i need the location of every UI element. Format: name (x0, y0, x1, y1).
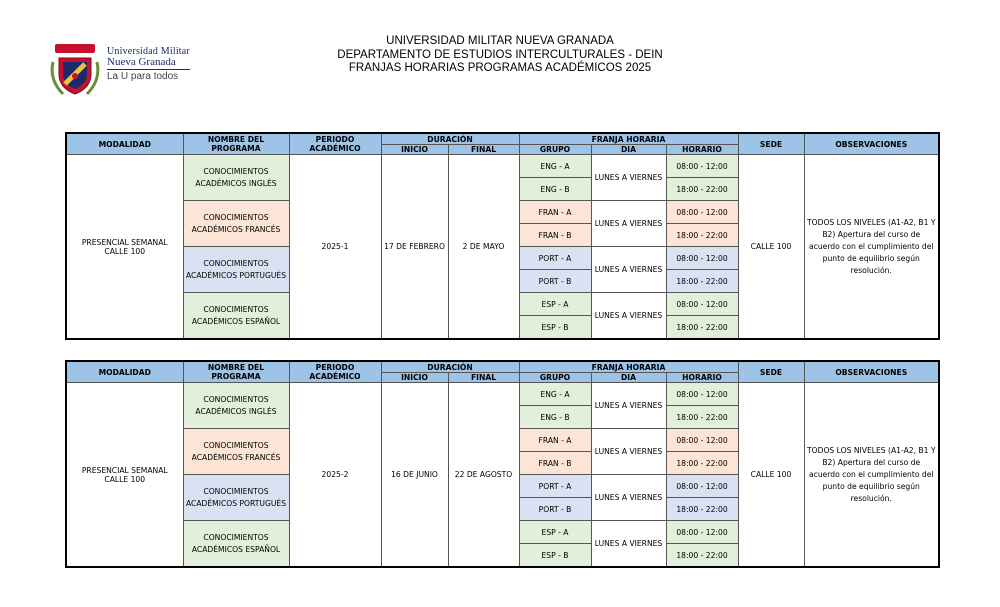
horario-cell: 08:00 - 12:00 (666, 201, 738, 224)
col-periodo: PERIODO ACADÉMICO (289, 361, 381, 383)
inicio-cell: 17 DE FEBRERO (381, 155, 448, 340)
observaciones-cell: TODOS LOS NIVELES (A1-A2, B1 Y B2) Apertura del curso de acuerdo con el cumplimiento del punto de equilibrio según resolución. (804, 155, 939, 340)
grupo-cell: FRAN - B (519, 224, 591, 247)
dia-cell: LUNES A VIERNES (591, 293, 666, 340)
program-name-cell: CONOCIMIENTOS ACADÉMICOS FRANCÉS (183, 429, 289, 475)
horario-cell: 18:00 - 22:00 (666, 452, 738, 475)
horario-cell: 18:00 - 22:00 (666, 224, 738, 247)
col-franja-horaria: FRANJA HORARIA (519, 361, 738, 373)
horario-cell: 08:00 - 12:00 (666, 383, 738, 406)
horario-cell: 18:00 - 22:00 (666, 270, 738, 293)
sede-cell: CALLE 100 (738, 383, 804, 568)
dia-cell: LUNES A VIERNES (591, 521, 666, 568)
grupo-cell: ESP - A (519, 293, 591, 316)
dia-cell: LUNES A VIERNES (591, 247, 666, 293)
modalidad-cell: PRESENCIAL SEMANAL CALLE 100 (66, 383, 183, 568)
table-row (66, 383, 939, 406)
program-name-cell: CONOCIMIENTOS ACADÉMICOS PORTUGUÉS (183, 475, 289, 521)
col-duracion: DURACIÓN (381, 361, 519, 373)
grupo-cell: PORT - A (519, 247, 591, 270)
col-final: FINAL (448, 373, 519, 383)
col-sede: SEDE (738, 133, 804, 155)
dia-cell: LUNES A VIERNES (591, 429, 666, 475)
grupo-cell: PORT - B (519, 498, 591, 521)
col-grupo: GRUPO (519, 373, 591, 383)
dia-cell: LUNES A VIERNES (591, 475, 666, 521)
dia-cell: LUNES A VIERNES (591, 201, 666, 247)
periodo-cell: 2025-1 (289, 155, 381, 340)
final-cell: 22 DE AGOSTO (448, 383, 519, 568)
observaciones-cell: TODOS LOS NIVELES (A1-A2, B1 Y B2) Apertura del curso de acuerdo con el cumplimiento del punto de equilibrio según resolución. (804, 383, 939, 568)
program-name-cell: CONOCIMIENTOS ACADÉMICOS INGLÉS (183, 383, 289, 429)
col-periodo: PERIODO ACADÉMICO (289, 133, 381, 155)
col-programa: NOMBRE DEL PROGRAMA (183, 361, 289, 383)
document-header (0, 35, 1000, 76)
horario-cell: 08:00 - 12:00 (666, 475, 738, 498)
grupo-cell: ENG - A (519, 155, 591, 178)
inicio-cell: 16 DE JUNIO (381, 383, 448, 568)
horario-cell: 08:00 - 12:00 (666, 293, 738, 316)
horario-cell: 18:00 - 22:00 (666, 316, 738, 340)
grupo-cell: FRAN - A (519, 201, 591, 224)
horario-cell: 18:00 - 22:00 (666, 406, 738, 429)
col-modalidad: MODALIDAD (66, 133, 183, 155)
schedule-table (65, 132, 940, 340)
col-dia: DIA (591, 373, 666, 383)
grupo-cell: ESP - B (519, 544, 591, 568)
program-name-cell: CONOCIMIENTOS ACADÉMICOS PORTUGUÉS (183, 247, 289, 293)
col-sede: SEDE (738, 361, 804, 383)
grupo-cell: PORT - A (519, 475, 591, 498)
grupo-cell: FRAN - B (519, 452, 591, 475)
grupo-cell: ESP - A (519, 521, 591, 544)
header-title: FRANJAS HORARIAS PROGRAMAS ACADÉMICOS 2025 (348, 62, 652, 74)
grupo-cell: ENG - A (519, 383, 591, 406)
schedule-table (65, 360, 940, 568)
horario-cell: 08:00 - 12:00 (666, 155, 738, 178)
horario-cell: 08:00 - 12:00 (666, 247, 738, 270)
col-horario: HORARIO (666, 145, 738, 155)
logo-line-1: Universidad Militar (107, 46, 190, 57)
grupo-cell: ENG - B (519, 406, 591, 429)
logo-tagline: La U para todos (107, 71, 179, 82)
header-university: UNIVERSIDAD MILITAR NUEVA GRANADA (386, 35, 614, 47)
dia-cell: LUNES A VIERNES (591, 155, 666, 201)
header-department: DEPARTAMENTO DE ESTUDIOS INTERCULTURALES - DEIN (337, 48, 663, 61)
col-horario: HORARIO (666, 373, 738, 383)
program-name-cell: CONOCIMIENTOS ACADÉMICOS ESPAÑOL (183, 293, 289, 340)
horario-cell: 08:00 - 12:00 (666, 429, 738, 452)
modalidad-cell: PRESENCIAL SEMANAL CALLE 100 (66, 155, 183, 340)
col-final: FINAL (448, 145, 519, 155)
program-name-cell: CONOCIMIENTOS ACADÉMICOS ESPAÑOL (183, 521, 289, 568)
logo-line-2: Nueva Granada (107, 57, 190, 70)
program-name-cell: CONOCIMIENTOS ACADÉMICOS INGLÉS (183, 155, 289, 201)
horario-cell: 08:00 - 12:00 (666, 521, 738, 544)
final-cell: 2 DE MAYO (448, 155, 519, 340)
horario-cell: 18:00 - 22:00 (666, 178, 738, 201)
col-duracion: DURACIÓN (381, 133, 519, 145)
grupo-cell: FRAN - A (519, 429, 591, 452)
grupo-cell: ENG - B (519, 178, 591, 201)
col-modalidad: MODALIDAD (66, 361, 183, 383)
col-programa: NOMBRE DEL PROGRAMA (183, 133, 289, 155)
dia-cell: LUNES A VIERNES (591, 383, 666, 429)
periodo-cell: 2025-2 (289, 383, 381, 568)
col-franja-horaria: FRANJA HORARIA (519, 133, 738, 145)
grupo-cell: PORT - B (519, 270, 591, 293)
col-observaciones: OBSERVACIONES (804, 361, 939, 383)
table-row (66, 155, 939, 178)
horario-cell: 18:00 - 22:00 (666, 544, 738, 568)
grupo-cell: ESP - B (519, 316, 591, 340)
col-grupo: GRUPO (519, 145, 591, 155)
col-observaciones: OBSERVACIONES (804, 133, 939, 155)
col-inicio: INICIO (381, 145, 448, 155)
program-name-cell: CONOCIMIENTOS ACADÉMICOS FRANCÉS (183, 201, 289, 247)
col-inicio: INICIO (381, 373, 448, 383)
horario-cell: 18:00 - 22:00 (666, 498, 738, 521)
sede-cell: CALLE 100 (738, 155, 804, 340)
col-dia: DIA (591, 145, 666, 155)
